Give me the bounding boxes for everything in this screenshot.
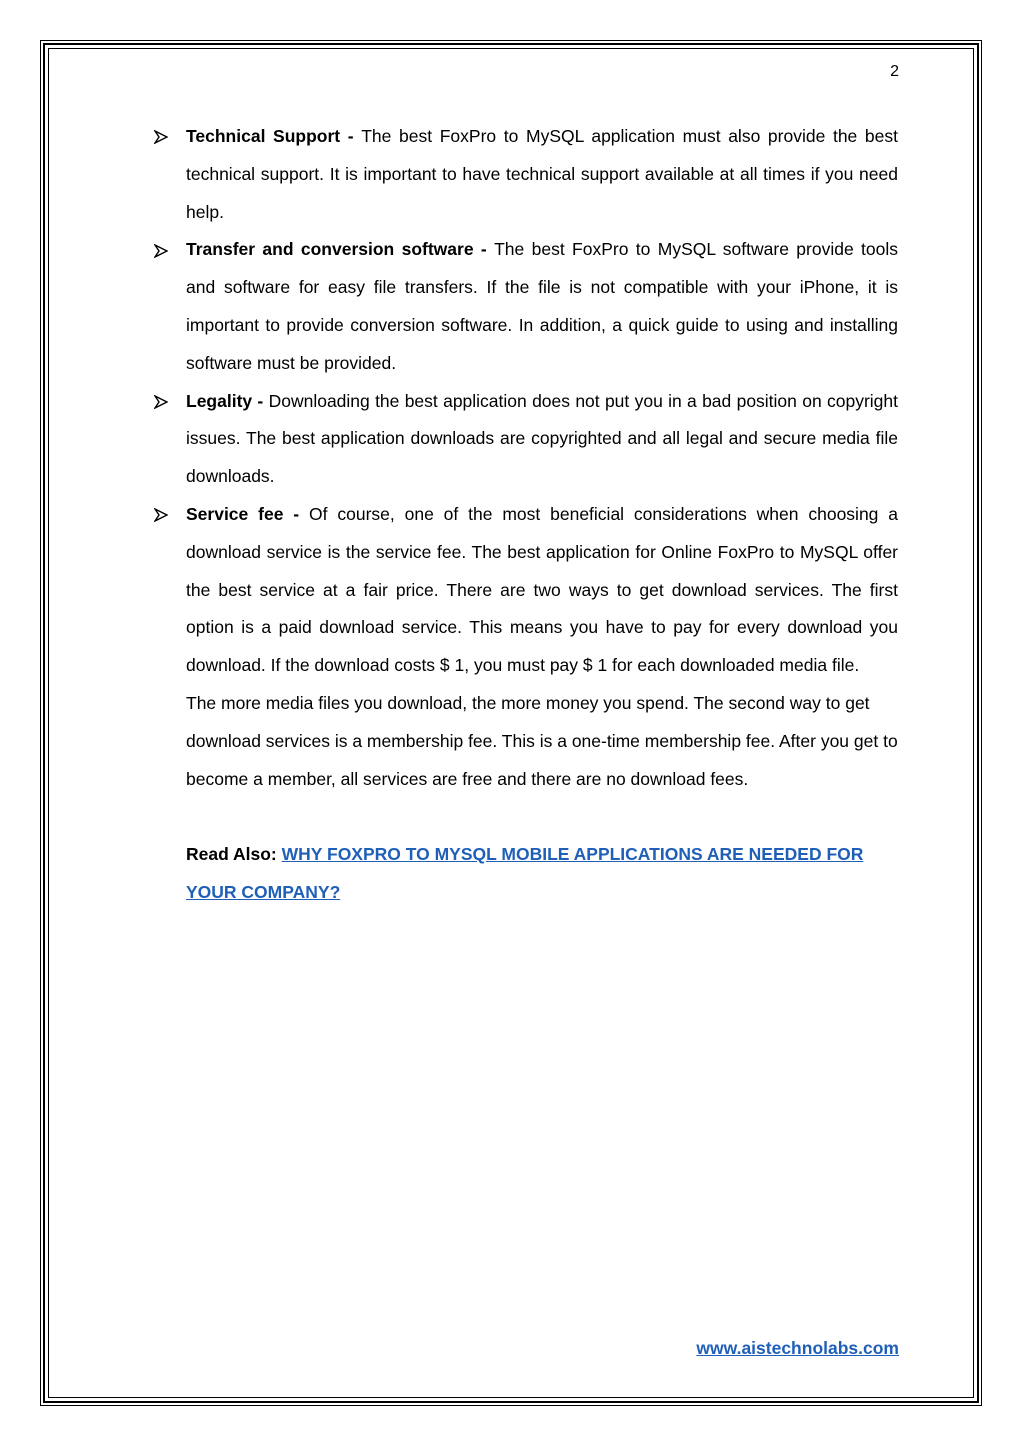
bullet-transfer-conversion [186,231,898,382]
read-also-label: Read Also: [186,844,282,865]
read-also-line [186,836,898,912]
bullet-title: Technical Support - [186,126,362,146]
bullet-text: The best FoxPro to MySQL software provide tools and software for easy file transfers. If the file is not compatible with your iPhone, it is important to provide conversion software. In addition, a quick guide to using and installing software must be provided. [186,239,898,373]
service-fee-continuation: The more media files you download, the more money you spend. The second way to get download services is a membership fee. This is a one-time membership fee. After you get to become a member, all services are free and there are no download fees. [186,692,898,789]
bullet-title: Service fee - [186,503,310,524]
page-number: 2 [890,63,899,80]
arrow-bullet-icon [154,118,168,156]
bullet-text: Of course, one of the most beneficial considerations when choosing a download service is the service fee. The best application for Online FoxPro to MySQL offer the best service at a fair price. There are two ways to get download services. The first option is a paid download service. This means you have to pay for every download you download. If the download costs $ 1, you must pay $ 1 for each downloaded media file. [186,503,899,676]
bullet-legality [186,383,898,496]
read-also-link[interactable]: WHY FOXPRO TO MYSQL MOBILE APPLICATIONS ARE NEEDED FOR YOUR COMPANY? [186,844,864,902]
document-body [186,118,898,912]
bullet-technical-support [186,118,898,231]
bullet-service-fee [186,496,898,685]
bullet-text: The best FoxPro to MySQL application must also provide the best technical support. It is important to have technical support available at all times if you need help. [186,126,898,222]
footer-website-link[interactable]: www.aistechnolabs.com [696,1338,899,1358]
arrow-bullet-icon [154,383,168,421]
paragraph-spacer [186,798,898,836]
bullet-title: Legality - [186,390,269,411]
bullet-text: Downloading the best application does not put you in a bad position on copyright issues. The best application downloads are copyrighted and all legal and secure media file downloads. [186,390,898,487]
arrow-bullet-icon [154,496,168,534]
arrow-bullet-icon [154,231,168,269]
bullet-title: Transfer and conversion software - [186,239,495,260]
